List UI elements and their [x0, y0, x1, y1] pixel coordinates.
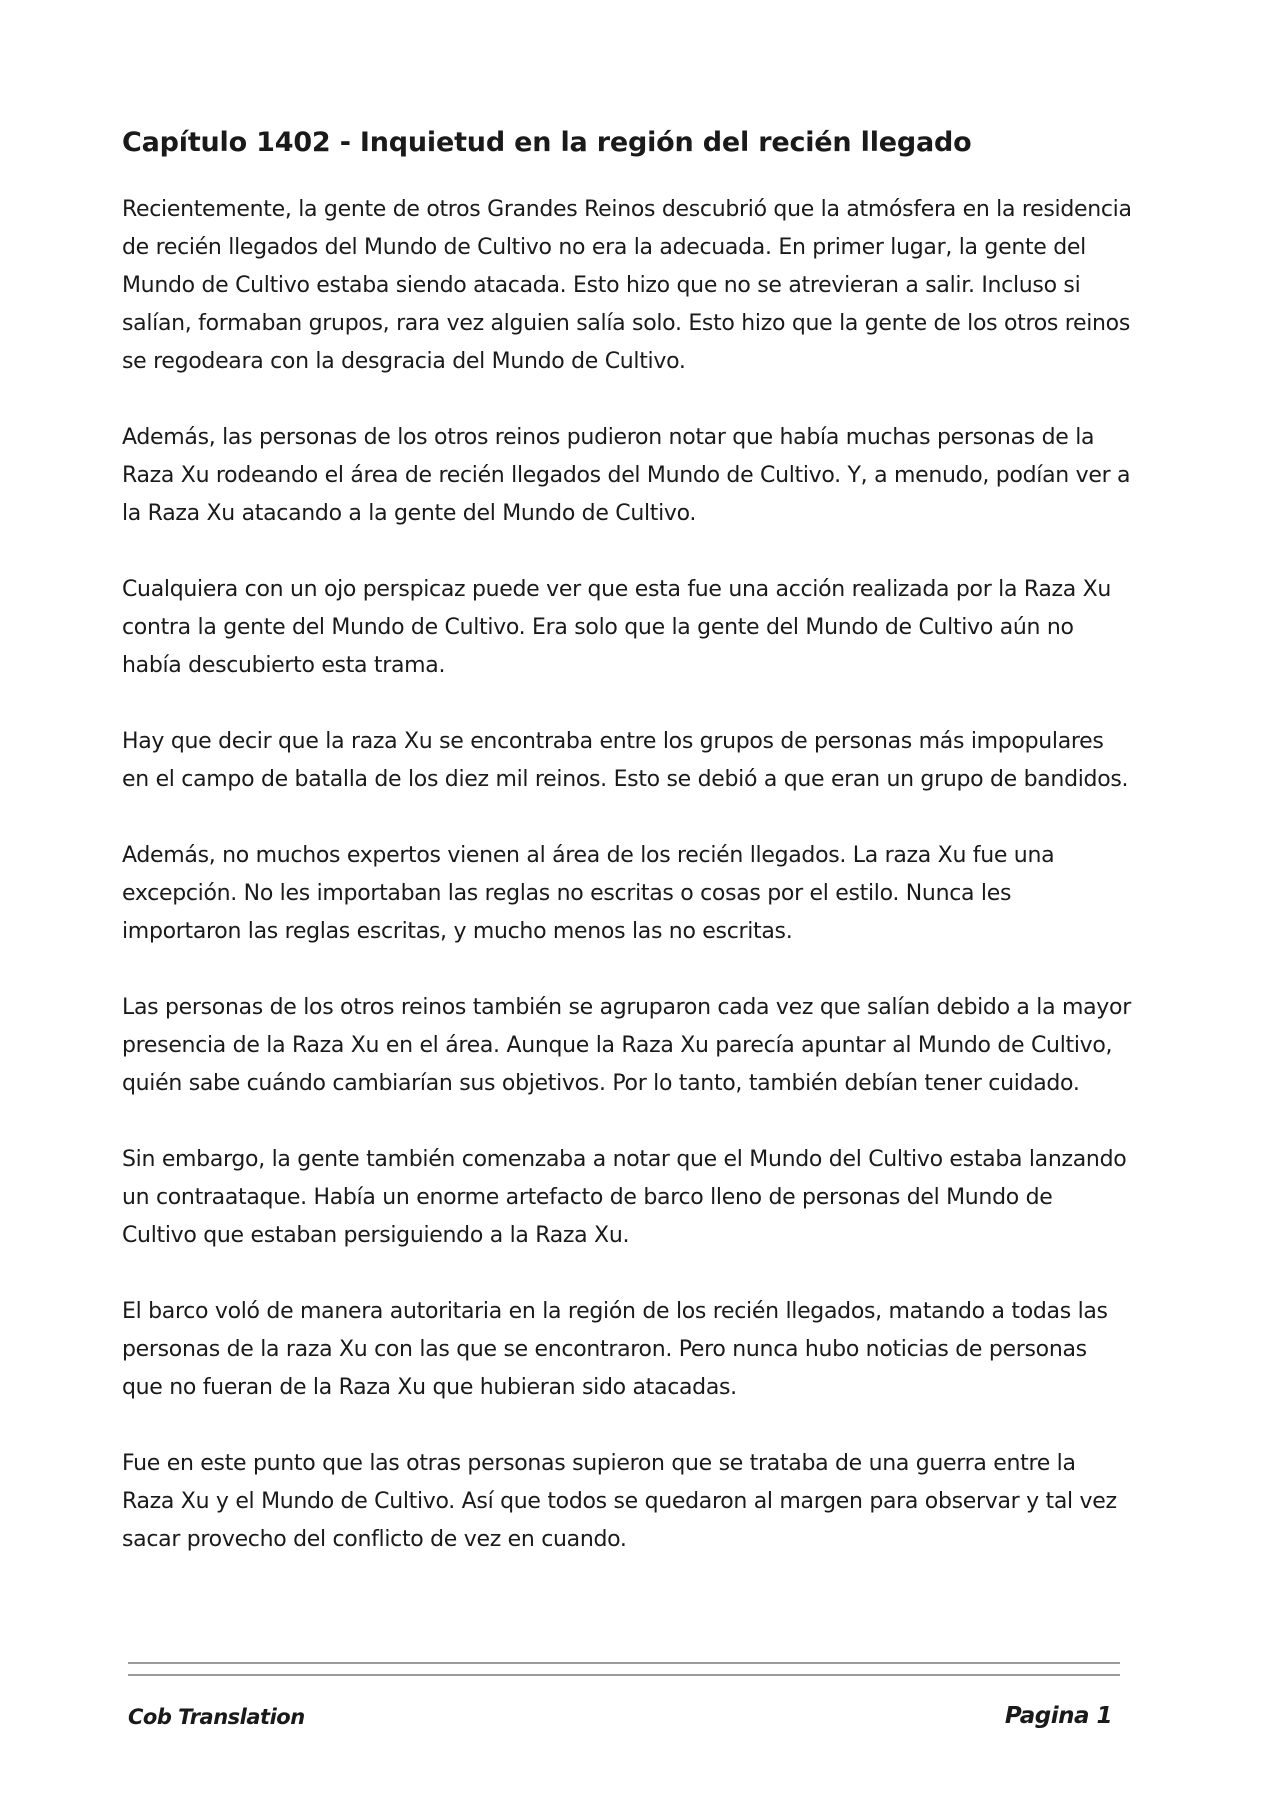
footer-rule-top — [128, 1662, 1120, 1664]
paragraph: El barco voló de manera autoritaria en la región de los recién llegados, matando a todas las personas de la raza Xu con las que se encontraron. Pero nunca hubo noticias de personas que no fueran de la Raza Xu que hubieran sido atacadas. — [122, 1299, 1108, 1400]
chapter-title: Capítulo 1402 - Inquietud en la región del recién llegado — [122, 127, 972, 158]
footer-page-number: Pagina 1 — [1004, 1703, 1112, 1729]
document-body — [122, 118, 1132, 1597]
footer-divider — [128, 1662, 1120, 1678]
paragraph: Recientemente, la gente de otros Grandes Reinos descubrió que la atmósfera en la residencia de recién llegados del Mundo de Cultivo no era la adecuada. En primer lugar, la gente del Mundo de Cultivo estaba siendo atacada. Esto hizo que no se atrevieran a salir. Incluso si salían, formaban grupos, rara vez alguien salía solo. Esto hizo que la gente de los otros reinos se regodeara con la desgracia del Mundo de Cultivo. — [122, 197, 1132, 374]
paragraph: Cualquiera con un ojo perspicaz puede ver que esta fue una acción realizada por la Raza Xu contra la gente del Mundo de Cultivo. Era solo que la gente del Mundo de Cultivo aún no había descubierto esta trama. — [122, 577, 1112, 678]
paragraph: Sin embargo, la gente también comenzaba a notar que el Mundo del Cultivo estaba lanzando un contraataque. Había un enorme artefacto de barco lleno de personas del Mundo de Cultivo que estaban persiguiendo a la Raza Xu. — [122, 1147, 1127, 1248]
footer-rule-bottom — [128, 1674, 1120, 1676]
paragraph: Fue en este punto que las otras personas supieron que se trataba de una guerra entre la Raza Xu y el Mundo de Cultivo. Así que todos se quedaron al margen para observar y tal vez sacar provecho del conflicto de vez en cuando. — [122, 1451, 1117, 1552]
paragraph: Además, no muchos expertos vienen al área de los recién llegados. La raza Xu fue una excepción. No les importaban las reglas no escritas o cosas por el estilo. Nunca les importaron las reglas escritas, y mucho menos las no escritas. — [122, 843, 1055, 944]
paragraph: Además, las personas de los otros reinos pudieron notar que había muchas personas de la Raza Xu rodeando el área de recién llegados del Mundo de Cultivo. Y, a menudo, podían ver a la Raza Xu atacando a la gente del Mundo de Cultivo. — [122, 425, 1131, 526]
paragraph: Hay que decir que la raza Xu se encontraba entre los grupos de personas más impopulares en el campo de batalla de los diez mil reinos. Esto se debió a que eran un grupo de bandidos. — [122, 729, 1129, 792]
paragraph: Las personas de los otros reinos también se agruparon cada vez que salían debido a la mayor presencia de la Raza Xu en el área. Aunque la Raza Xu parecía apuntar al Mundo de Cultivo, quién sabe cuándo cambiarían sus objetivos. Por lo tanto, también debían tener cuidado. — [122, 995, 1131, 1096]
footer-translator-credit: Cob Translation — [128, 1705, 305, 1729]
